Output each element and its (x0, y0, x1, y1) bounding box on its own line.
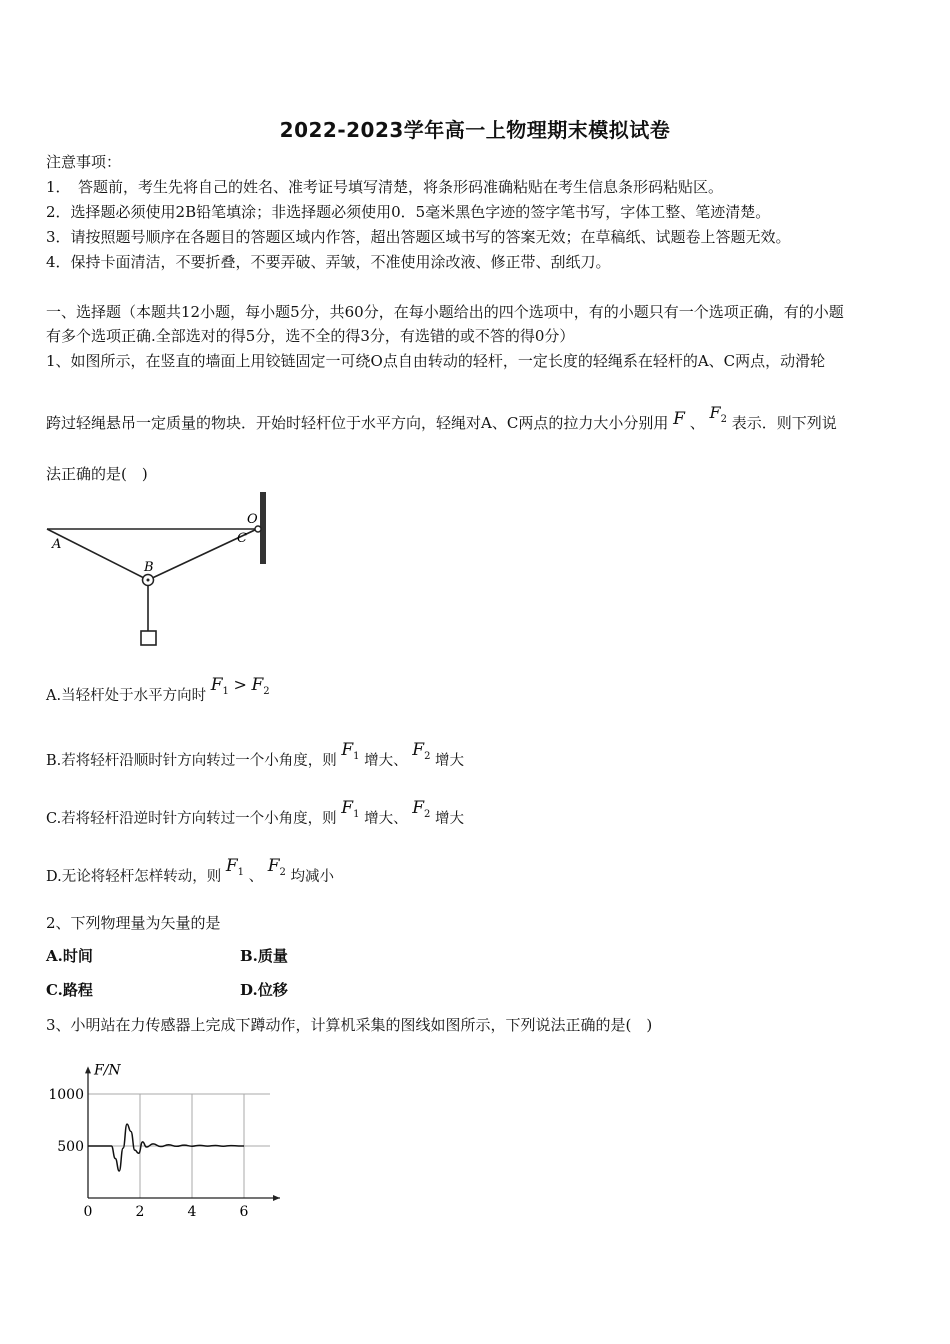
f2-subscript: 2 (720, 414, 727, 425)
f2-symbol (412, 798, 430, 818)
f2-subscript: 2 (423, 809, 431, 820)
option-text: 增大、 (364, 753, 408, 769)
f1-subscript: 1 (222, 686, 229, 697)
f2-letter: F (709, 403, 721, 422)
force-curve (88, 1124, 244, 1171)
notice-item: 1． 答题前，考生先将自己的姓名、准考证号填写清楚，将条形码准确粘贴在考生信息条形码粘贴区。 (46, 178, 724, 196)
f2-symbol (709, 403, 727, 425)
comparison-operator: > (233, 675, 247, 694)
f1-subscript: 1 (353, 751, 360, 762)
page-title: 2022-2023学年高一上物理期末模拟试卷 (279, 118, 671, 142)
f1-subscript: 1 (353, 809, 360, 820)
label-a: A (52, 537, 62, 552)
f1-symbol (341, 798, 359, 818)
q2-option-c[interactable]: C.路程 (46, 981, 93, 999)
q1-stem (46, 403, 837, 436)
label-b: B (144, 560, 154, 575)
q1-option-a[interactable] (46, 675, 270, 708)
notice-item: 3．请按照题号顺序在各题目的答题区域内作答，超出答题区域书写的答案无效；在草稿纸、试题卷上答题无效。 (46, 228, 791, 246)
q3-force-chart (40, 1040, 310, 1220)
f2-letter: F (251, 675, 264, 695)
q1-stem-text: 跨过轻绳悬吊一定质量的物块．开始时轻杆位于水平方向，轻绳对A、C两点的拉力大小分别用 (46, 414, 669, 432)
label-c: C (237, 531, 247, 546)
f-symbol: F (673, 409, 685, 429)
pulley-axle (147, 579, 150, 582)
f1-symbol (211, 675, 229, 695)
f1-letter: F (210, 675, 223, 695)
option-text: D.无论将轻杆怎样转动，则 (46, 869, 222, 885)
separator: 、 (689, 414, 705, 432)
f1-letter: F (225, 856, 238, 876)
f2-subscript: 2 (279, 867, 286, 878)
notice-heading: 注意事项： (46, 153, 122, 171)
f1-letter: F (341, 798, 354, 818)
f2-subscript: 2 (424, 751, 431, 762)
x-axis-arrow (273, 1195, 280, 1201)
q1-option-c[interactable] (46, 798, 464, 831)
notice-item: 4．保持卡面清洁，不要折叠，不要弄破、弄皱，不准使用涂改液、修正带、刮纸刀。 (46, 253, 611, 271)
f1-symbol (226, 856, 244, 876)
y-tick-label: 1000 (48, 1087, 84, 1103)
f2-letter: F (412, 740, 425, 760)
q2-option-a[interactable]: A.时间 (46, 947, 93, 965)
f2-symbol (252, 675, 270, 695)
q2-option-b[interactable]: B.质量 (240, 947, 288, 965)
option-text: 均减小 (290, 869, 334, 885)
option-text: 增大、 (364, 811, 408, 827)
x-tick-label: 2 (135, 1204, 145, 1220)
y-axis-label: F/N (94, 1062, 121, 1079)
f2-letter: F (267, 856, 280, 876)
x-tick-label: 6 (239, 1204, 249, 1220)
label-o: O (247, 512, 258, 527)
q1-diagram (40, 488, 280, 652)
option-text: 增大 (435, 753, 465, 769)
section-instructions: 一、选择题（本题共12小题，每小题5分，共60分，在每小题给出的四个选项中，有的小题只有一个选项正确，有的小题 (46, 303, 844, 321)
option-text: C.若将轻杆沿逆时针方向转过一个小角度，则 (46, 811, 337, 827)
option-text: 增大 (434, 811, 464, 827)
q2-option-d[interactable]: D.位移 (240, 981, 288, 999)
q1-option-b[interactable] (46, 740, 465, 773)
f1-subscript: 1 (237, 867, 244, 878)
q3-stem: 3、小明站在力传感器上完成下蹲动作，计算机采集的图线如图所示，下列说法正确的是( ) (46, 1016, 653, 1034)
f2-symbol (412, 740, 430, 760)
block (141, 631, 156, 645)
f2-letter: F (412, 798, 424, 818)
f1-symbol (341, 740, 359, 760)
q1-option-d[interactable] (46, 856, 334, 889)
y-tick-label: 500 (57, 1139, 84, 1155)
q2-stem: 2、下列物理量为矢量的是 (46, 914, 221, 932)
q1-stem: 1、如图所示，在竖直的墙面上用铰链固定一可绕O点自由转动的轻杆，一定长度的轻绳系在轻杆的A、C两点，动滑轮 (46, 352, 826, 370)
notice-item: 2．选择题必须使用2B铅笔填涂；非选择题必须使用0．5毫米黑色字迹的签字笔书写，字体工整、笔迹清楚。 (46, 203, 771, 221)
f2-symbol (268, 856, 286, 876)
q1-stem-text: 表示．则下列说 (731, 414, 837, 432)
option-text: 、 (248, 869, 264, 885)
f1-letter: F (341, 740, 354, 760)
f2-subscript: 2 (263, 686, 270, 697)
x-tick-label: 4 (187, 1204, 197, 1220)
section-instructions: 有多个选项正确.全部选对的得5分，选不全的得3分，有选错的或不答的得0分） (46, 327, 575, 345)
y-axis-arrow (85, 1066, 91, 1073)
q1-stem: 法正确的是( ) (46, 465, 148, 483)
option-text: A.当轻杆处于水平方向时 (46, 688, 207, 704)
rope-left (47, 529, 148, 580)
option-text: B.若将轻杆沿顺时针方向转过一个小角度，则 (46, 753, 337, 769)
x-tick-label: 0 (83, 1204, 93, 1220)
